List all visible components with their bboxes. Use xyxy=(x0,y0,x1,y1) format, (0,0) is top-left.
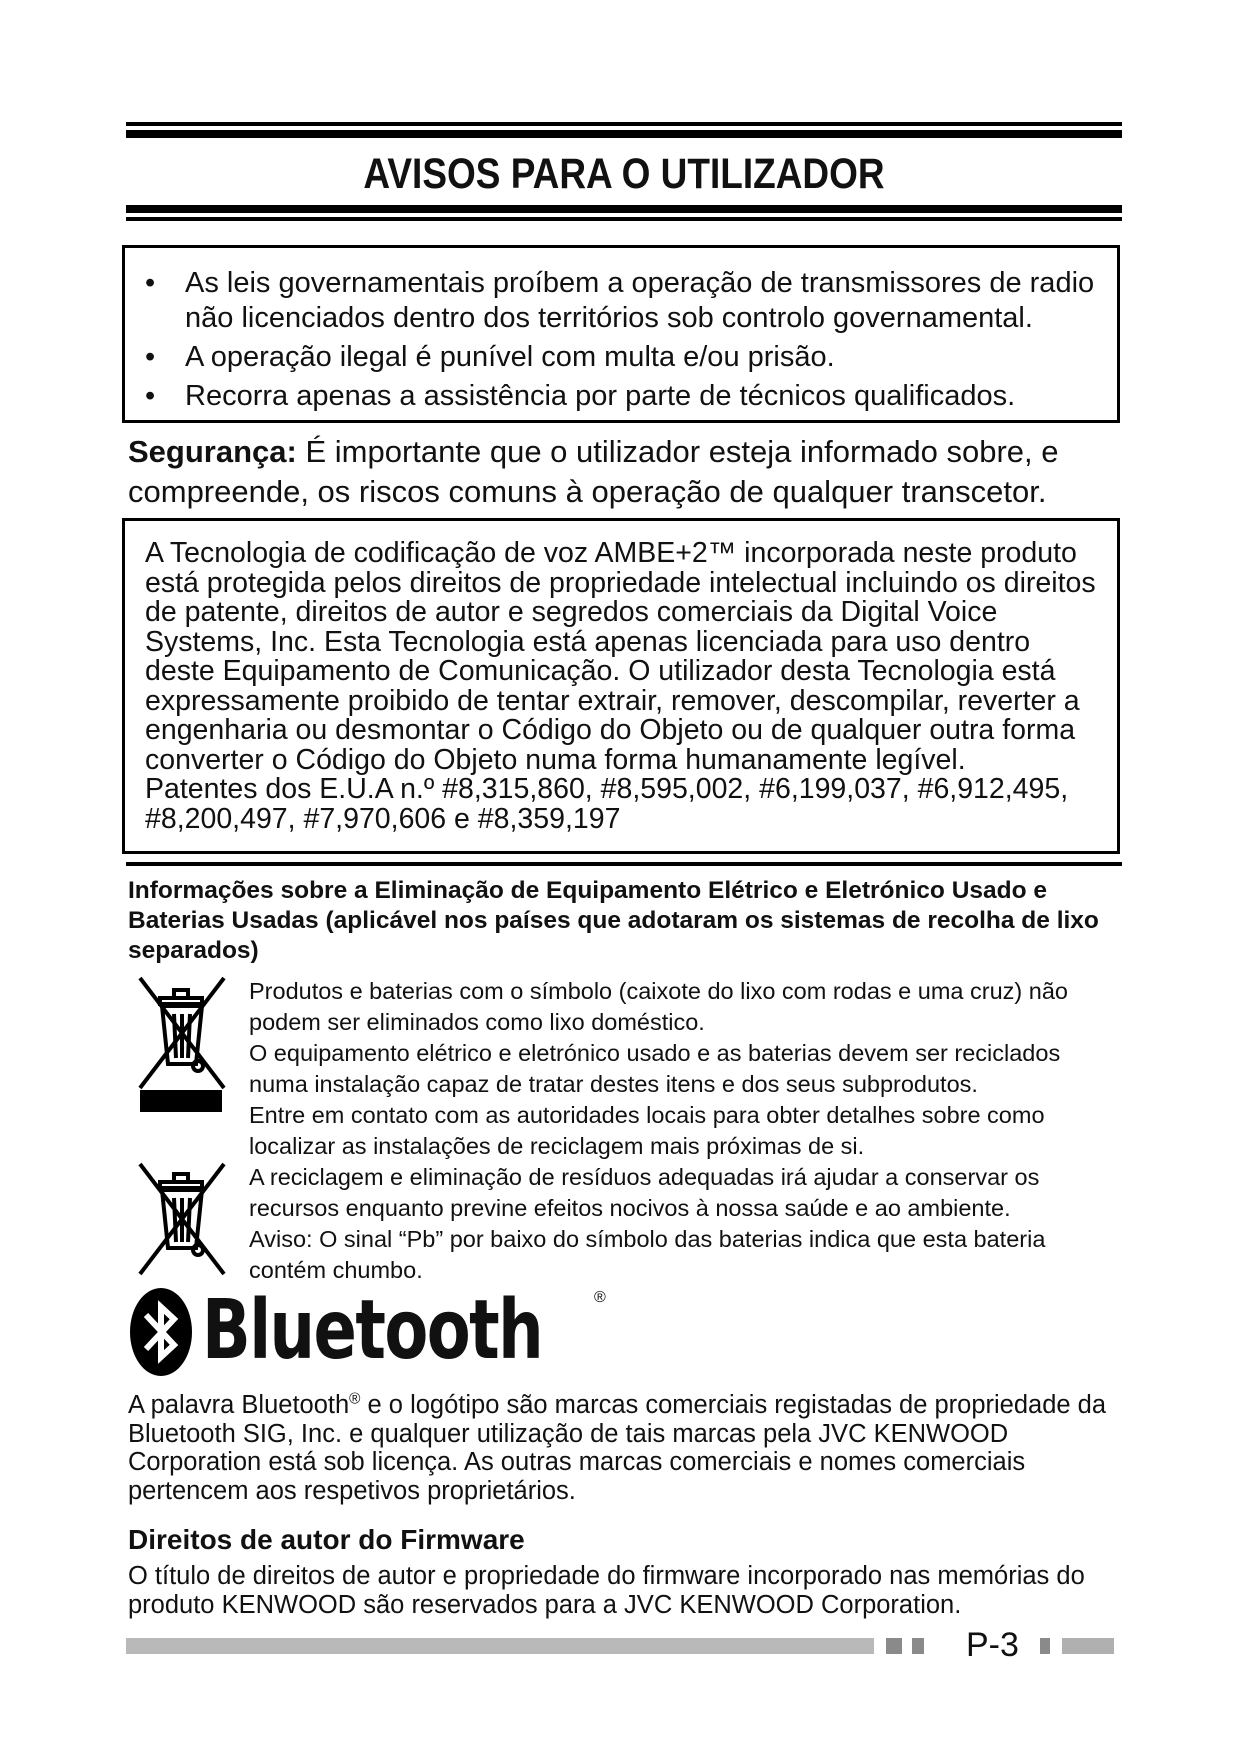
bluetooth-registered-mark: ® xyxy=(594,1289,606,1306)
bluetooth-text: A palavra Bluetooth® e o logótipo são marcas comerciais registadas de propriedade da Bluetooth SIG, Inc. e qualquer utilização de tais marcas pela JVC KENWOOD Corporation está sob licença. As outras marcas comerciais e nomes comerciais pertencem aos respetivos proprietários. xyxy=(128,1390,1107,1505)
ambe-box xyxy=(122,518,1120,854)
footer-block xyxy=(886,1638,902,1654)
crossed-bin-icon xyxy=(134,970,230,1122)
safety-paragraph xyxy=(128,432,1118,512)
weee-rule xyxy=(126,862,1122,866)
bullet-icon: • xyxy=(145,267,156,299)
page-number: P-3 xyxy=(966,1626,1019,1664)
crossed-bin-battery-icon xyxy=(134,1160,230,1280)
header-rule-bottom-thin xyxy=(126,217,1122,221)
header-rule-bottom-thick xyxy=(126,205,1122,213)
footer-block xyxy=(1040,1638,1050,1654)
safety-text: É importante que o utilizador esteja informado sobre, e compreende, os riscos comuns à operação de qualquer transcetor. xyxy=(128,434,1059,509)
notice-item: • Recorra apenas a assistência por parte de técnicos qualificados. xyxy=(145,380,1016,412)
firmware-heading: Direitos de autor do Firmware xyxy=(128,1524,525,1555)
page-title: AVISOS PARA O UTILIZADOR xyxy=(363,150,885,198)
footer-block xyxy=(912,1638,924,1654)
header-rule-top-thin xyxy=(126,122,1122,126)
weee-heading: Informações sobre a Eliminação de Equipamento Elétrico e Eletrónico Usado e Baterias Usadas (aplicável nos países que adotaram os sistemas de recolha de lixo separados) xyxy=(128,877,1099,964)
bluetooth-icon xyxy=(128,1287,194,1377)
notice-box xyxy=(122,245,1120,423)
notice-list xyxy=(125,266,1107,414)
header-rule-top-thick xyxy=(126,130,1122,138)
bluetooth-wordmark: Bluetooth xyxy=(202,1283,543,1378)
bullet-icon: • xyxy=(145,341,156,373)
ambe-text: A Tecnologia de codificação de voz AMBE+2™ incorporada neste produto está protegida pelos direitos de propriedade intelectual incluindo os direitos de patente, direitos de autor e segredos comerciais da Digital Voice Systems, Inc. Esta Tecnologia está apenas licenciada para uso dentro deste Equipamento de Comunicação. O utilizador desta Tecnologia está expressamente proibido de tentar extrair, remover, descompilar, reverter a engenharia ou desmontar o Código do Objeto ou de qualquer outra forma converter o Código do Objeto numa forma humanamente legível. Patentes dos E.U.A n.º #8,315,860, #8,595,002, #6,199,037, #6,912,495, #8,200,497, #7,970,606 e #8,359,197 xyxy=(145,537,1096,835)
notice-item: • A operação ilegal é punível com multa e/ou prisão. xyxy=(145,341,835,373)
firmware-text: O título de direitos de autor e propriedade do firmware incorporado nas memórias do produto KENWOOD são reservados para a JVC KENWOOD Corporation. xyxy=(128,1562,1085,1619)
weee-text: Produtos e baterias com o símbolo (caixote do lixo com rodas e uma cruz) não podem ser eliminados como lixo doméstico. O equipamento elétrico e eletrónico usado e as baterias devem ser reciclados numa instalação capaz de tratar destes itens e dos seus subprodutos. Entre em contato com as autoridades locais para obter detalhes sobre como localizar as instalações de reciclagem mais próximas de si. A reciclagem e eliminação de resíduos adequadas irá ajudar a conservar os recursos enquanto previne efeitos nocivos à nossa saúde e ao ambiente. Aviso: O sinal “Pb” por baixo do símbolo das baterias indica que esta bateria contém chumbo. xyxy=(249,978,1068,1283)
safety-label: Segurança: xyxy=(128,434,297,469)
bullet-icon: • xyxy=(145,380,156,412)
footer-bar xyxy=(126,1638,874,1654)
notice-item: • As leis governamentais proíbem a operação de transmissores de radio não licenciados dentro dos territórios sob controlo governamental. xyxy=(145,267,1095,334)
footer-block xyxy=(1062,1638,1114,1654)
